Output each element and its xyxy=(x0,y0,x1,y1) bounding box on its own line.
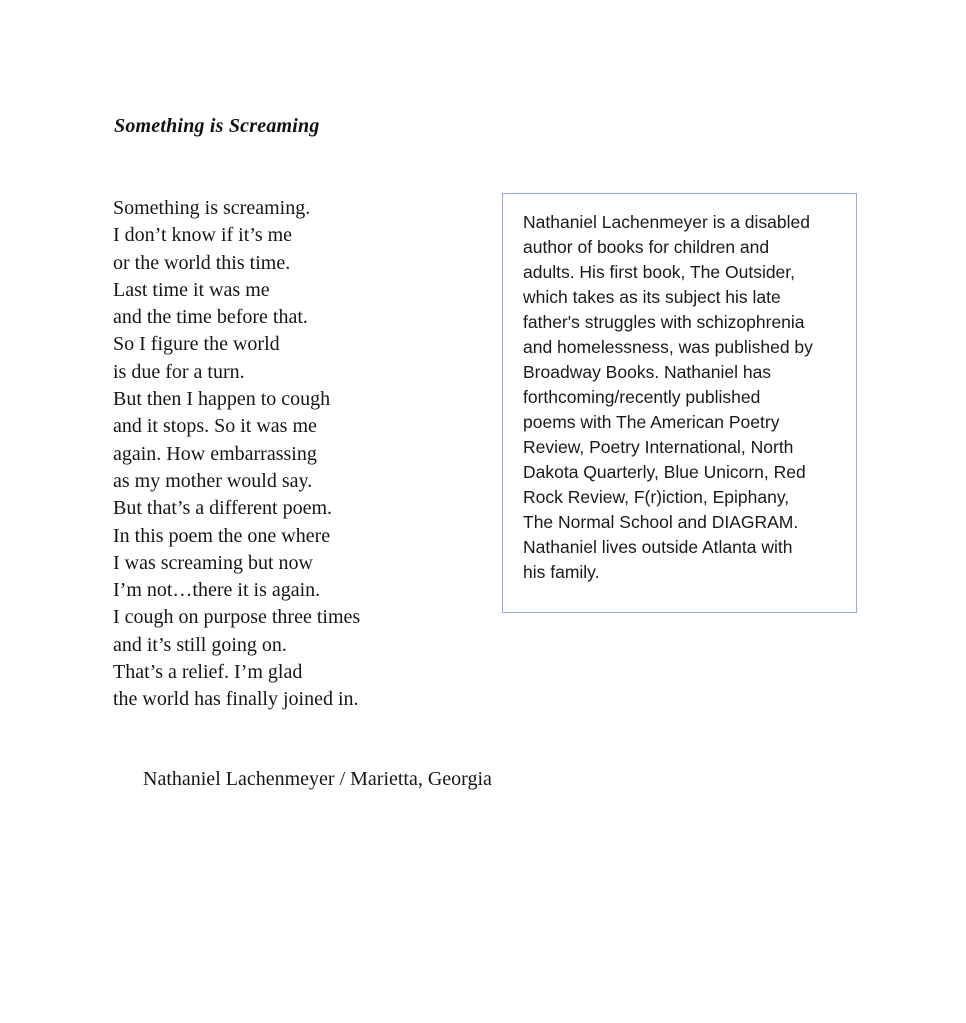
bio-line: and homelessness, was published by xyxy=(523,337,813,357)
poem-line: I cough on purpose three times xyxy=(113,606,361,629)
poem-line: I’m not…there it is again. xyxy=(113,579,321,602)
bio-line: Nathaniel Lachenmeyer is a disabled xyxy=(523,212,810,232)
bio-line: father's struggles with schizophrenia xyxy=(523,312,805,332)
author-bio-box xyxy=(502,193,857,613)
bio-line: author of books for children and xyxy=(523,237,770,257)
poem-line: I was screaming but now xyxy=(113,551,313,574)
bio-line: adults. His first book, The Outsider, xyxy=(523,262,796,282)
bio-line: forthcoming/recently published xyxy=(523,387,761,407)
bio-line: poems with The American Poetry xyxy=(523,412,780,432)
bio-line: Nathaniel lives outside Atlanta with xyxy=(523,537,793,557)
poem-line: Last time it was me xyxy=(113,278,270,301)
attribution-line: Nathaniel Lachenmeyer / Marietta, Georgia xyxy=(143,768,492,790)
bio-line: The Normal School and DIAGRAM. xyxy=(523,512,799,532)
poem-line: Something is screaming. xyxy=(113,197,311,219)
poem-line: again. How embarrassing xyxy=(113,442,317,465)
bio-line: Broadway Books. Nathaniel has xyxy=(523,362,772,382)
poem-line: or the world this time. xyxy=(113,251,291,274)
poem-line: and it stops. So it was me xyxy=(113,415,317,438)
poem-line: the world has finally joined in. xyxy=(113,688,359,711)
poem-line: So I figure the world xyxy=(113,333,280,356)
poem-title: Something is Screaming xyxy=(114,115,320,137)
poem-line: In this poem the one where xyxy=(113,524,331,547)
poem-line: But that’s a different poem. xyxy=(113,497,333,520)
poem-line: and the time before that. xyxy=(113,306,308,329)
poem-line: I don’t know if it’s me xyxy=(113,224,293,247)
poem-body xyxy=(113,195,360,714)
bio-line: which takes as its subject his late xyxy=(523,287,781,307)
poem-line: That’s a relief. I’m glad xyxy=(113,661,303,684)
poem-line: as my mother would say. xyxy=(113,469,313,492)
bio-line: Dakota Quarterly, Blue Unicorn, Red xyxy=(523,462,806,482)
bio-line: Rock Review, F(r)iction, Epiphany, xyxy=(523,487,790,507)
poem-line: is due for a turn. xyxy=(113,360,245,383)
author-bio-text xyxy=(523,210,845,585)
bio-line: his family. xyxy=(523,562,600,582)
bio-line: Review, Poetry International, North xyxy=(523,437,794,457)
poem-line: But then I happen to cough xyxy=(113,388,331,411)
poem-line: and it’s still going on. xyxy=(113,633,287,656)
